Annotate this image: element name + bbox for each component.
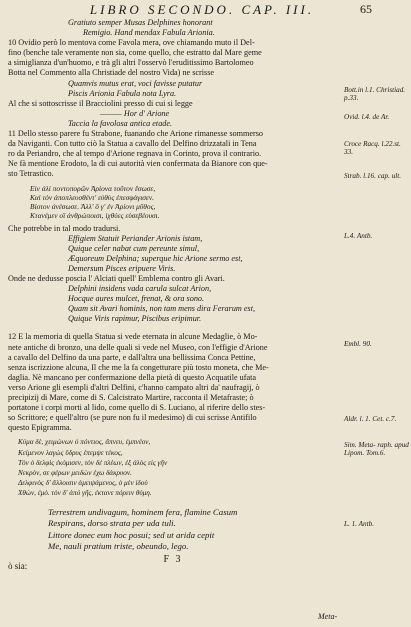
greek-verse-line: Καὶ τὸν ἀποπλευσθέντ' εὐθὺς ἐπεσφάγισεν.	[30, 192, 154, 202]
verse-line: Quique Viris rapimur, Piscibus eripimur.	[68, 314, 202, 324]
margin-note: Aldr. l. 1. Cet. c.7.	[344, 415, 397, 423]
greek-verse-line: Χθὼν, ἐμὸ. τὸν δ' ἀπό γῆς, ἐκτανε πόρειν θύμη.	[18, 489, 152, 498]
paragraph-line: so Scrittore; e quell'altro (se pure non fu il medesimo) di cui scrisse Antifilo	[8, 413, 257, 423]
paragraph-line: Botta nel Commento alla Christiade del nostro Vida) ne scrisse	[8, 68, 215, 78]
main-text	[8, 18, 338, 565]
paragraph-line: a simiglianza d'un'huomo, e trà gli altri l'osservò l'eruditissimo Bartolomeo	[8, 58, 254, 68]
paragraph-line: questo Epigramma.	[8, 423, 72, 433]
verse-line: ——— Hor d' Arione	[100, 108, 170, 118]
greek-verse-line: Κτανέμεν οἳ ἀνθρώποισι, ἰχθύες εὐσεβέουσι.	[30, 210, 160, 220]
paragraph-line: precipizij di Mare, come di S. Calcistrato Martire, racconta il Metafraste; ò	[8, 393, 254, 402]
verse-line: Delphini insidens vada carula sulcat Arion,	[68, 284, 212, 294]
greek-verse-line: Κύμα δὲ, χειμώνων ὁ πόντιος, ἄπνευ, ἐμπνέον,	[18, 438, 151, 447]
verse-line: Quamvis mutus erat, voci favisse putatur	[68, 78, 203, 88]
margin-note: Strab. l.16. cap. ult.	[344, 172, 402, 180]
paragraph-line: sto Tetrastico.	[8, 169, 54, 179]
paragraph-line: nete antiche di bronzo, una delle quali si vede nel Museo, con l'effigie d'Arione	[8, 342, 268, 352]
greek-verse-line: Νεκρὸν, σε φέρων μειδὼν ἐχω δάκρυον.	[18, 468, 132, 477]
greek-verse-line: Τὸν ὁ δελφὶς ἐκόμισεν, τὸν δὲ πλέων, ἐξ ἁλὸς εἰς γῆν	[18, 458, 168, 467]
paragraph-line: senza iscrizzione alcuna, Il che me la fa congetturare più tosto moneta, che Me-	[8, 362, 269, 372]
margin-note: L. 1. Antb.	[344, 520, 375, 528]
verse-line: Me, nauli pratium triste, obeundo, lego.	[48, 541, 189, 552]
greek-verse-line: Εἰν ἁλὶ ποντοπορῶν Ἀρίονα τοῦτον ἔσωσε,	[30, 183, 156, 193]
greek-verse-line: Βίοτον ἀνέσωσε. Ἀλλ' ὅ γ' ἐν Ἀρίονι μῦθος,	[30, 201, 156, 211]
paragraph-line: 10 Ovidio però lo mentova come Favola mera, ove chiamando muto il Del-	[8, 38, 255, 48]
margin-note: Bott.in l.1. Christiad. p.33.	[344, 86, 406, 103]
paragraph-line: portatone i corpi morti al lido, come quello di S. Luciano, al riferire dello stes-	[8, 403, 266, 413]
verse-line: Quam sit Avari hominis, non tam mens dira Ferarum est,	[68, 304, 256, 314]
page-number: 65	[360, 2, 372, 16]
verse-line: Demersum Pisces eripuere Viris.	[68, 263, 176, 273]
paragraph-line: a cavallo del Delfino da una parte, e dall'altra una bellissima Conca Pettine,	[8, 352, 256, 362]
verse-line: Littore donec eum hoc posui; sed ut arida cepit	[48, 529, 215, 540]
verse-line: Respirans, dorso strata per uda tuli.	[48, 518, 176, 529]
paragraph-line: Al che si sottoscrisse il Bracciolini presso di cui si legge	[8, 98, 193, 108]
paragraph-line: ro da Periandro, che al tempo d'Arione regnava in Corinto, prova il contrario.	[8, 149, 262, 159]
running-header: LIBRO SECONDO. CAP. III.	[89, 2, 315, 17]
verse-line: Remigio. Hand mendax Fabula Arionia.	[83, 28, 215, 38]
catchword: Meta-	[318, 612, 338, 621]
ofia-label: ò sia:	[8, 561, 28, 571]
verse-line: Taccia la favolosa antica etade.	[68, 118, 173, 128]
verse-line: Æquoreum Delphina; superque hic Arione sermo est,	[68, 253, 243, 263]
paragraph-line: 11 Dello stesso parere fu Strabone, fuanando che Arione rimanesse sommerso	[8, 129, 264, 139]
paragraph-line: Che potrebbe in tal modo tradursi.	[8, 223, 121, 233]
verse-line: Terrestrem undivagum, hominem fera, flamine Casum	[48, 506, 238, 517]
margin-note: L.4. Antb.	[344, 232, 373, 240]
paragraph-line: daglia. Nè mancano per confermazione della pietà di questo Acquatile ufata	[8, 372, 257, 382]
paragraph-line: fino (benche tale veramente non sia, come quello, che estratto dal Mare geme	[8, 48, 262, 58]
verse-line: Quique celer nabat cum pereunte simul,	[68, 243, 200, 253]
signature-mark: F 3	[163, 553, 183, 565]
greek-verse-line: Κείμενον λαγὼς ὕδρυς ἐπεμψε τέκος,	[18, 448, 123, 457]
verse-line: Piscis Arionia Fabula nota Lyra.	[68, 88, 177, 98]
margin-note: Sim. Meta- raph. apud Lipom. Tom.6.	[344, 441, 409, 458]
verse-line: Effigiem Statuit Periander Arionis istam,	[68, 233, 203, 243]
paragraph-line: 12 E la memoria di quella Statua si vede eternata in alcune Medaglie, ò Mo-	[8, 332, 258, 342]
margin-note: Embl. 90.	[344, 340, 372, 348]
greek-verse-line: Δελφινὸς δ' ἄλλοισιν ἀμειψάμενος, ὁ μὲν ἰδοὺ	[18, 479, 148, 488]
paragraph-line: verso Arione gli esempli d'altri Delfini, c'hanno campato altri da' naufragij, ò	[8, 382, 260, 392]
verse-line: Gratiuto semper Musas Delphines honorant	[68, 18, 213, 27]
paragraph-line: da Naviganti. Con tutto ciò la Statua a cavallo del Delfino drizzatali in Tena	[8, 139, 257, 149]
margin-note: Ovid. l.4. de Ar.	[344, 113, 390, 121]
margin-note: Croce Racq. l.22.st. 33.	[344, 140, 401, 157]
paragraph-line: Ne fà mentione Erodoto, la di cui autorità vien confermata da Bianore con que-	[8, 159, 268, 169]
verse-line: Hocque aures mulcet, frenat, & ora sono.	[68, 294, 205, 304]
paragraph-line: Onde ne dedusse poscia l' Alciati quell' Emblema contro gli Avari.	[8, 273, 225, 283]
